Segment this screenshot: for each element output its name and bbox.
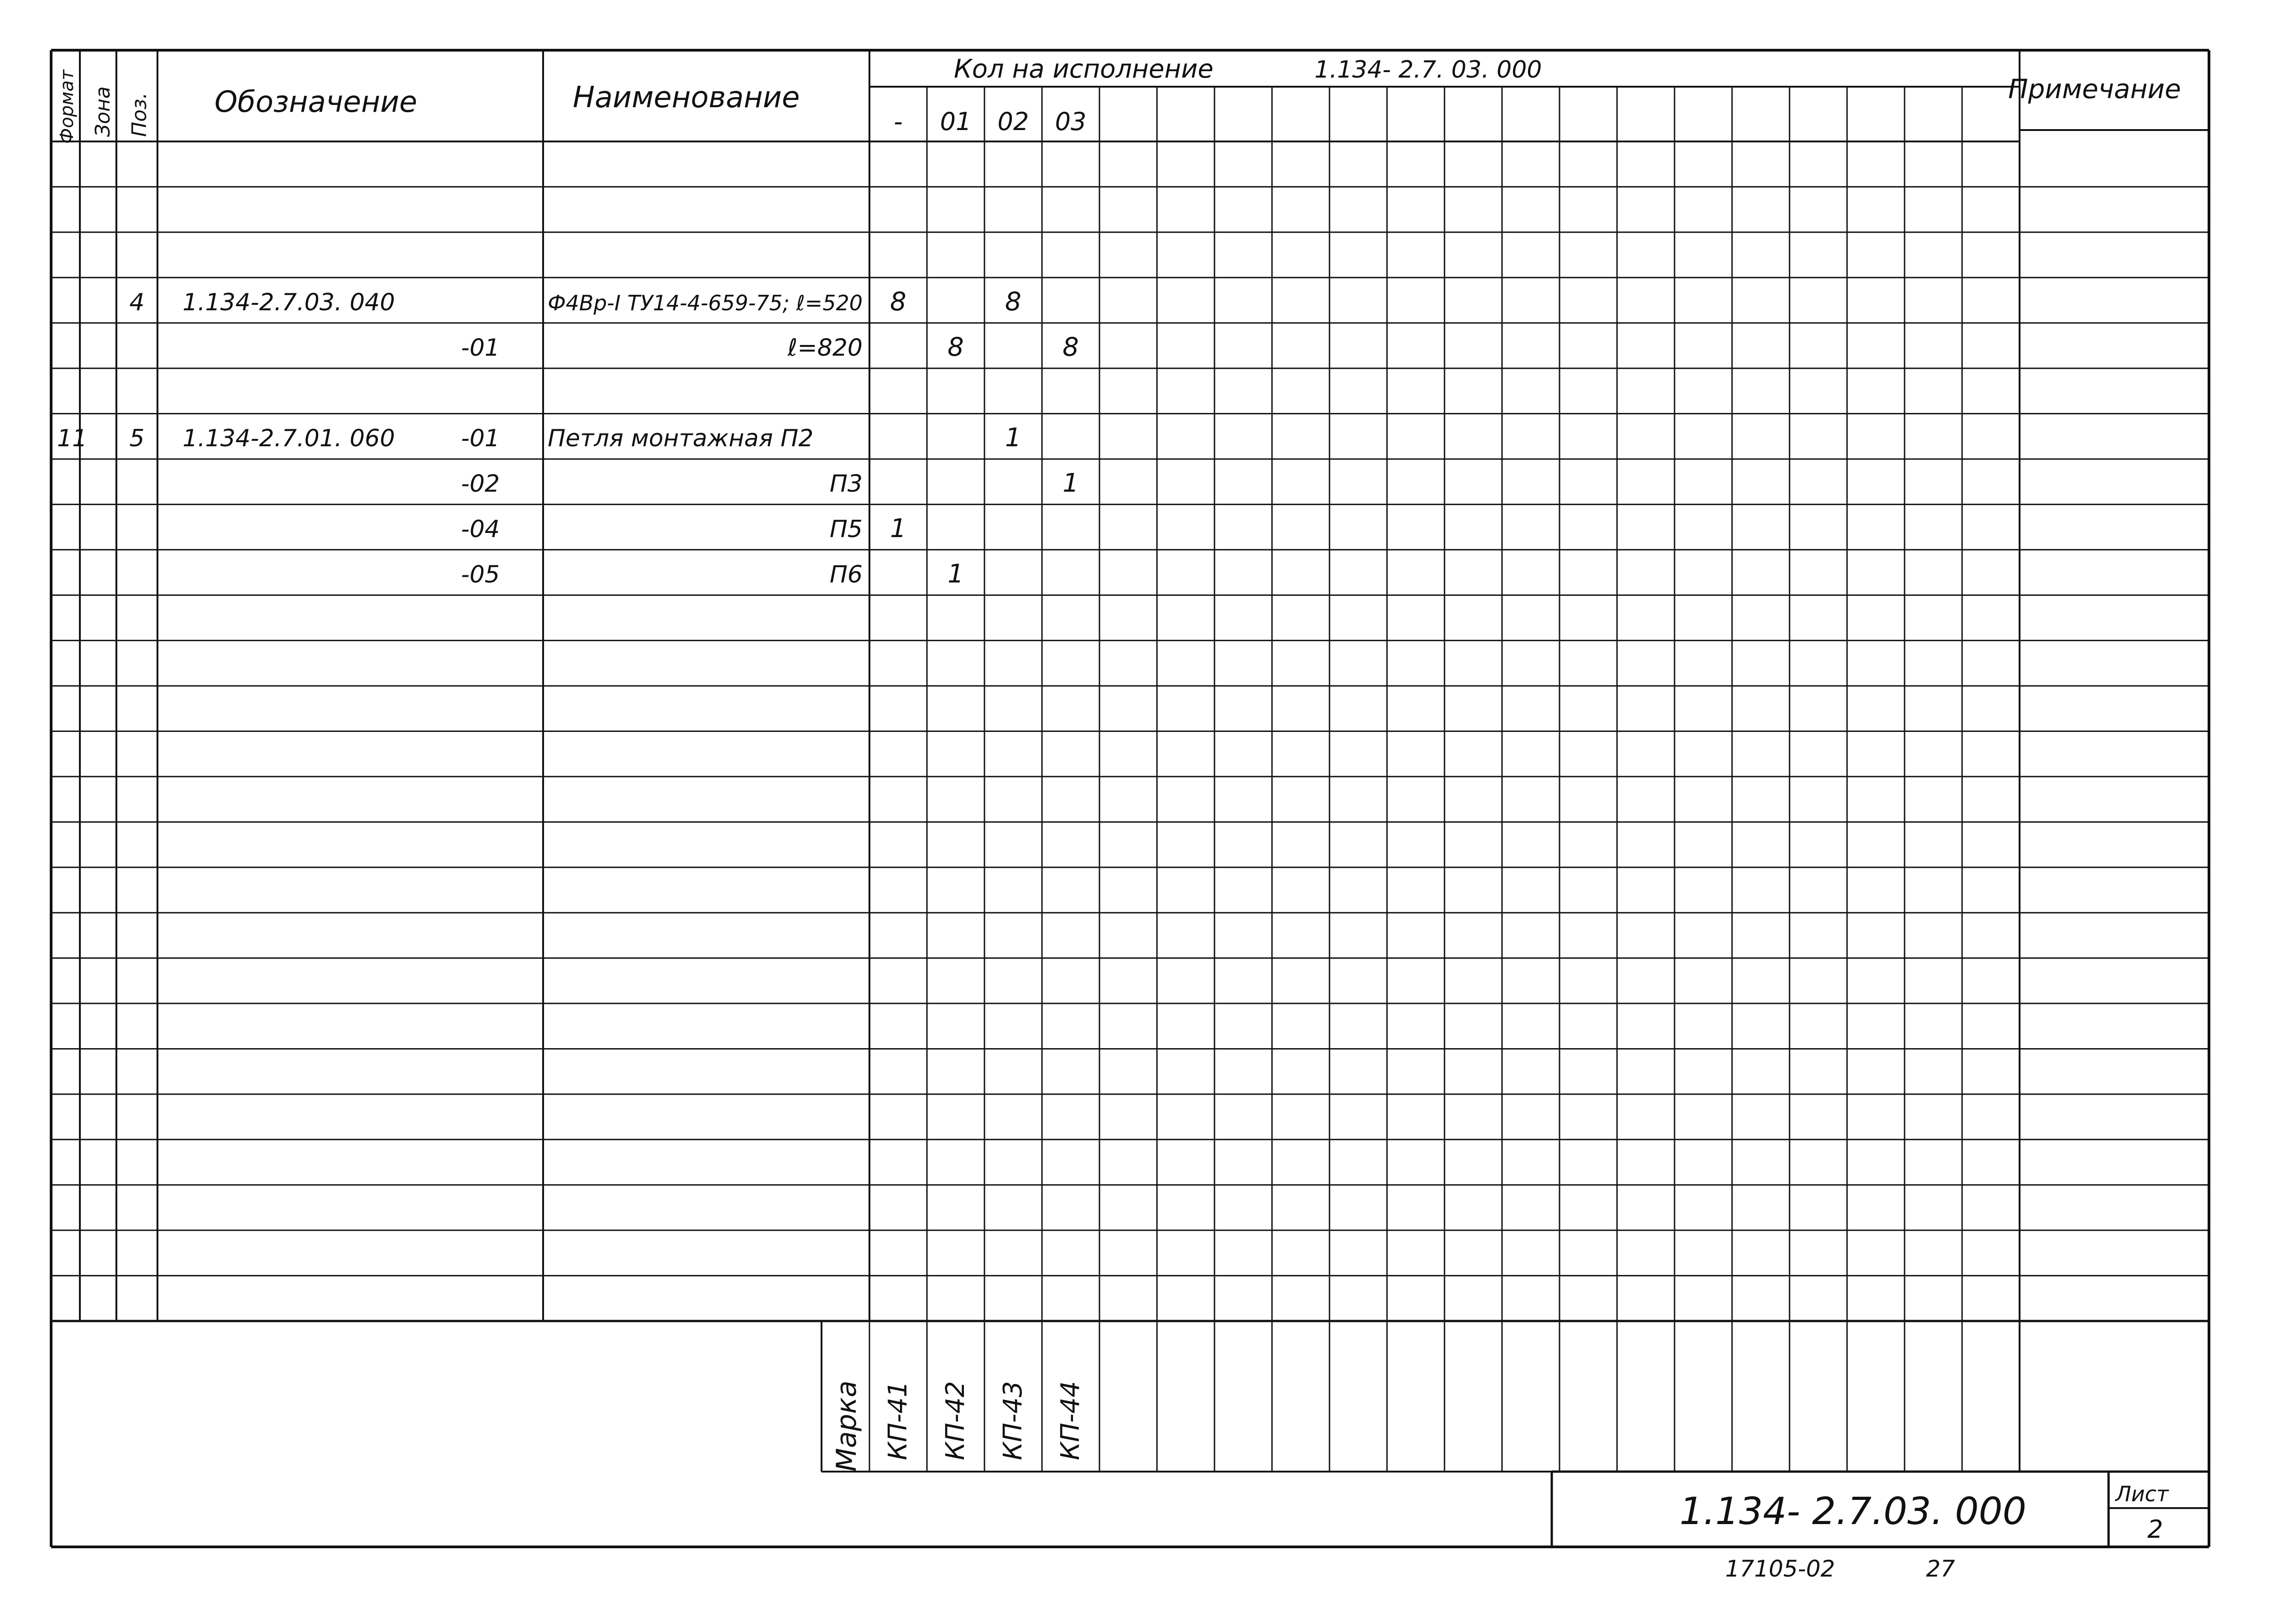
cell-suffix: -01 [461,425,500,453]
cell-name: П6 [829,561,863,589]
cell-name: Ф4Вр-I ТУ14-4-659-75; ℓ=520 [548,290,863,315]
cell-qty: 1 [1005,423,1021,453]
header-name: Наименование [573,81,800,115]
header-format: Формат [57,69,78,144]
cell-format: 11 [57,425,88,453]
variant-label: 03 [1055,107,1087,136]
cell-name: П3 [829,470,863,498]
cell-suffix: -02 [461,470,500,498]
doc-number: 1.134- 2.7.03. 000 [1680,1490,2026,1533]
cell-qty: 1 [890,513,906,543]
header-qty-doc: 1.134- 2.7. 03. 000 [1314,56,1542,84]
mark-item: КП-43 [998,1381,1028,1460]
variant-label: 02 [997,107,1029,136]
header-qty-title: Кол на исполнение [954,54,1214,84]
cell-qty: 8 [947,332,964,362]
mark-item: КП-44 [1056,1381,1085,1460]
cell-designation: 1.134-2.7.03. 040 [183,288,395,316]
cell-name: Петля монтажная П2 [548,425,814,453]
cell-suffix: -01 [461,334,500,362]
header-note: Примечание [2008,73,2181,104]
cell-suffix: -04 [461,515,500,543]
table-grid [51,50,2209,1547]
cell-qty: 1 [947,559,964,589]
cell-name: П5 [829,515,863,543]
header-designation: Обозначение [215,85,418,119]
cell-name: ℓ=820 [787,334,863,362]
header-zone: Зона [91,86,115,137]
sheet-number: 2 [2147,1515,2163,1544]
cell-qty: 8 [890,287,906,317]
page-number: 27 [1926,1556,1955,1582]
variant-label: 01 [940,107,972,136]
variant-label: - [894,107,903,136]
cell-qty: 8 [1005,287,1021,317]
table-content [57,54,2181,1582]
cell-qty: 8 [1062,332,1079,362]
cell-designation: 1.134-2.7.01. 060 [183,425,395,453]
table-rows [57,287,1079,589]
mark-item: КП-42 [941,1381,970,1460]
inventory-number: 17105-02 [1725,1556,1835,1582]
cell-pos: 5 [129,425,145,453]
sheet-label: Лист [2115,1482,2169,1506]
marks-label: Марка [831,1380,863,1472]
header-pos: Поз. [128,92,151,137]
cell-qty: 1 [1062,468,1079,498]
variant-labels [894,107,1086,136]
mark-item: КП-41 [883,1381,913,1460]
cell-pos: 4 [129,288,145,316]
cell-suffix: -05 [461,561,500,589]
